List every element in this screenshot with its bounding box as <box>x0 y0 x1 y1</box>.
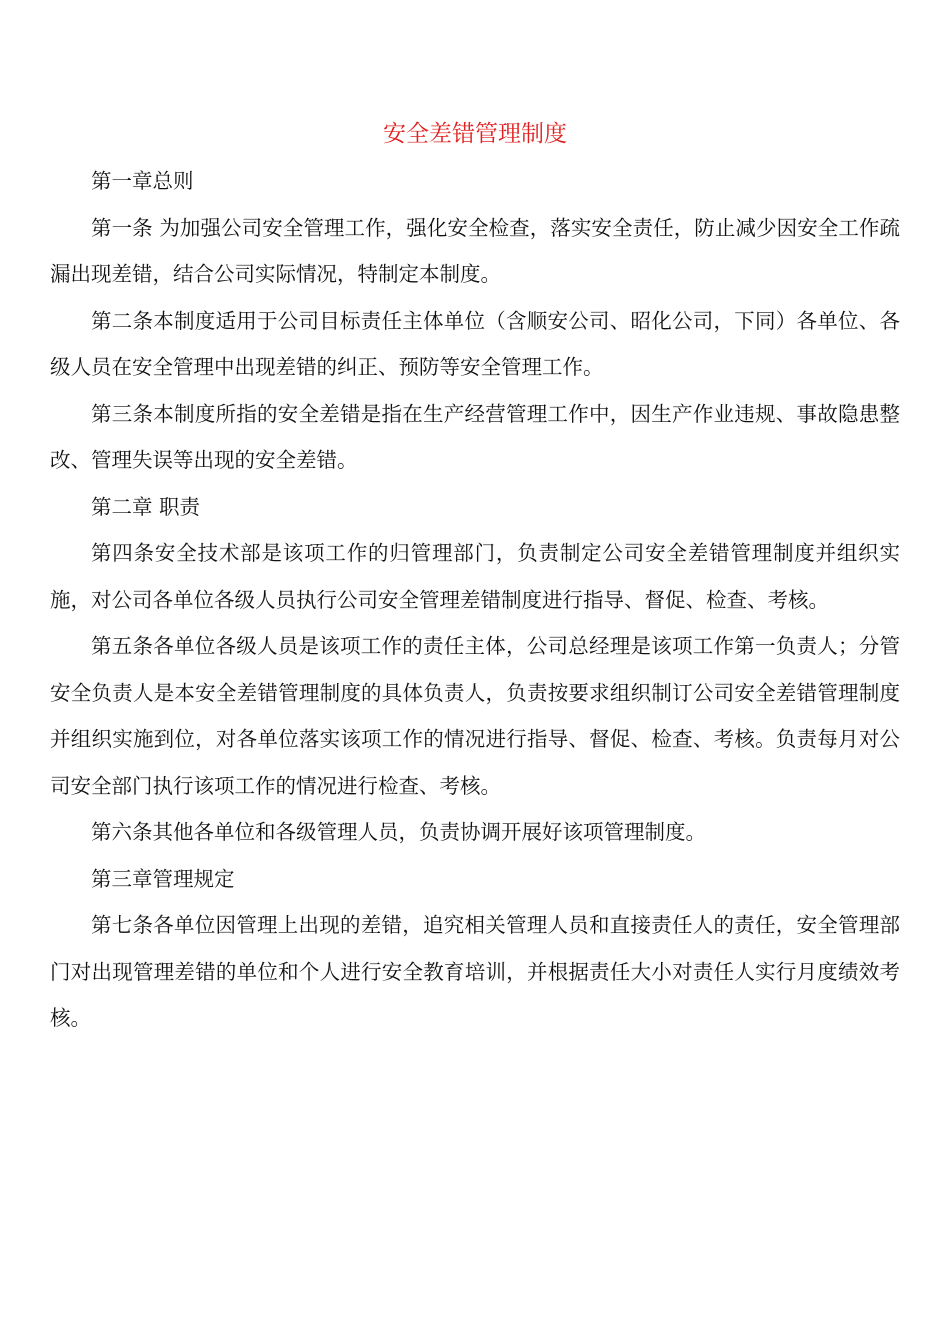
article-5: 第五条各单位各级人员是该项工作的责任主体，公司总经理是该项工作第一负责人；分管安全负责人是本安全差错管理制度的具体负责人，负责按要求组织制订公司安全差错管理制度并组织实施到位，对各单位落实该项工作的情况进行指导、督促、检查、考核。负责每月对公司安全部门执行该项工作的情况进行检查、考核。 <box>50 634 900 798</box>
chapter-heading-1: 第一章总则 <box>91 169 194 193</box>
document-title: 安全差错管理制度 <box>383 121 567 147</box>
article-6: 第六条其他各单位和各级管理人员，负责协调开展好该项管理制度。 <box>91 820 706 844</box>
chapter-heading-2: 第二章 职责 <box>91 494 201 519</box>
article-4: 第四条安全技术部是该项工作的归管理部门，负责制定公司安全差错管理制度并组织实施，对公司各单位各级人员执行公司安全管理差错制度进行指导、督促、检查、考核。 <box>50 541 900 612</box>
article-7: 第七条各单位因管理上出现的差错，追究相关管理人员和直接责任人的责任，安全管理部门对出现管理差错的单位和个人进行安全教育培训，并根据责任大小对责任人实行月度绩效考核。 <box>50 913 900 1030</box>
chapter-heading-3: 第三章管理规定 <box>91 866 235 891</box>
article-1: 第一条 为加强公司安全管理工作，强化安全检查，落实安全责任，防止减少因安全工作疏漏出现差错，结合公司实际情况，特制定本制度。 <box>50 215 900 286</box>
article-3: 第三条本制度所指的安全差错是指在生产经营管理工作中，因生产作业违规、事故隐患整改、管理失误等出现的安全差错。 <box>50 401 900 472</box>
article-2: 第二条本制度适用于公司目标责任主体单位（含顺安公司、昭化公司，下同）各单位、各级人员在安全管理中出现差错的纠正、预防等安全管理工作。 <box>50 308 900 379</box>
